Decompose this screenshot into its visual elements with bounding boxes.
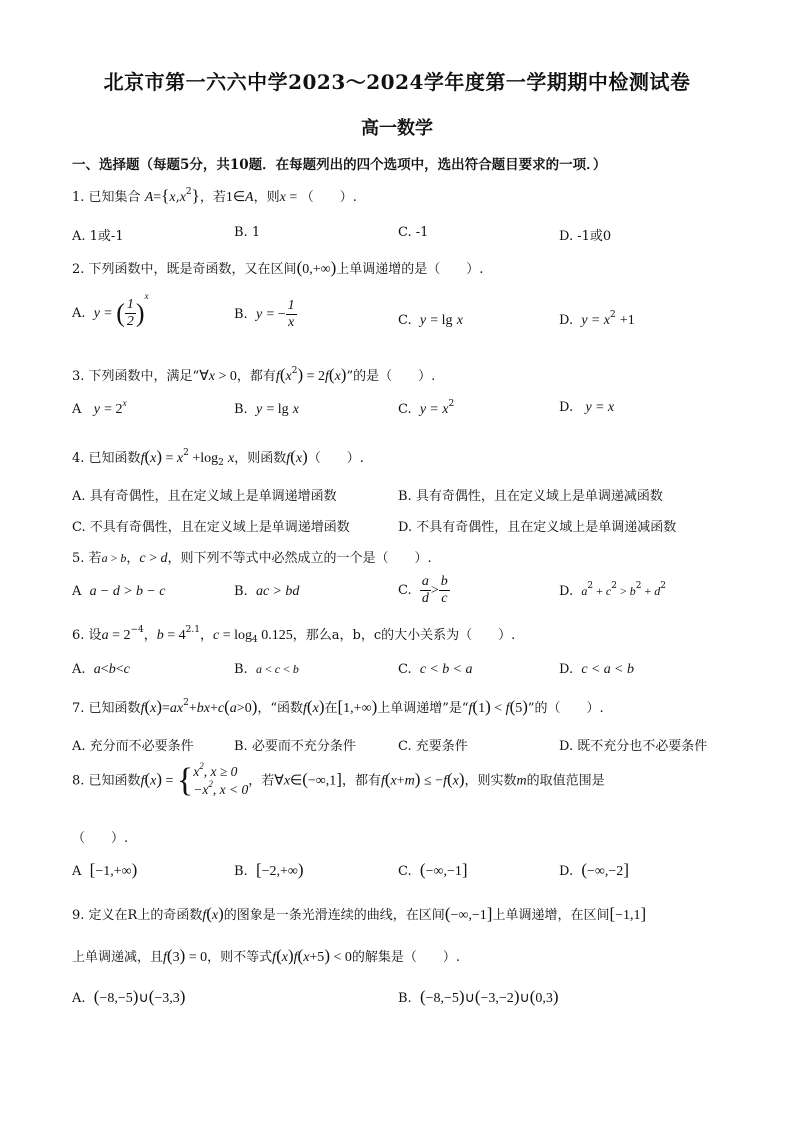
question-6: 6. 设$a = 2^{-4}$，$b = 4^{2.1}$，$c = \log_4 0.125$，那么a，b，c的大小关系为（ ）.: [72, 625, 516, 645]
question-number: 3.: [72, 369, 85, 384]
math: A: [144, 190, 154, 205]
question-1: 1. 已知集合 $A=\{x,x^2\}$，若1∈A，则x = （ ）.: [72, 186, 357, 205]
question-text: ，则实数: [464, 773, 517, 789]
question-text: 上单调递增的是（ ）.: [336, 262, 484, 277]
option-d[interactable]: D. $y = x^2 +1$: [559, 310, 635, 328]
question-9: 9. 定义在R上的奇函数f(x)的图象是一条光滑连续的曲线，在区间(−∞,−1]上单调递增，在区间[−1,1]: [72, 904, 647, 923]
option-c[interactable]: C. -1: [398, 225, 429, 240]
question-text: 已知函数: [88, 451, 141, 466]
question-number: 2.: [72, 262, 85, 277]
option-a[interactable]: A. 具有奇偶性，且在定义域上是单调递增函数: [72, 489, 337, 504]
question-number: 6.: [72, 628, 85, 643]
option-a[interactable]: A. (−8,−5)∪(−3,3): [72, 987, 186, 1006]
question-8: 8. 已知函数f(x) = { $x^2$, x ≥ 0 $-x^2$, x < 0 ，若∀x∈(−∞,1]，都有f(x+m) ≤ −f(x)，则实数m的取值范围是: [72, 761, 605, 799]
option-d[interactable]: D. c < a < b: [559, 662, 634, 677]
question-text: ，: [143, 628, 157, 643]
question-text: 定义在R上的奇函数: [88, 908, 203, 923]
question-text: ，则函数: [234, 451, 287, 466]
question-text: 设: [88, 628, 102, 643]
question-4: 4. 已知函数$f(x) = x^2 +\log_2$ x，则函数f(x)（ ）.: [72, 447, 364, 468]
option-b[interactable]: B. (−8,−5)∪(−3,−2)∪(0,3): [398, 987, 559, 1006]
option-c[interactable]: C. 不具有奇偶性，且在定义域上是单调递增函数: [72, 520, 350, 535]
question-text: ，则: [253, 190, 280, 205]
option-b[interactable]: B. [−2,+∞): [234, 860, 304, 879]
page-title: 北京市第一六六中学2023～2024学年度第一学期期中检测试卷: [103, 70, 691, 94]
option-b[interactable]: B. y = − $\frac{1}{x}$: [234, 298, 295, 330]
question-text: ，都有: [341, 773, 381, 789]
question-number: 4.: [72, 451, 85, 466]
question-number: 9.: [72, 908, 85, 923]
option-a[interactable]: A. 1或-1: [72, 229, 124, 244]
option-b[interactable]: B. y = lg x: [234, 402, 299, 417]
question-text: ，若: [248, 773, 275, 789]
question-text: ”的（ ）.: [527, 701, 604, 716]
question-number: 7.: [72, 701, 85, 716]
question-7: 7. 已知函数$f(x)=ax^2+bx+c(a>0)$，“函数f(x)在[1,+∞)上单调递增”是“f(1) < f(5)”的（ ）.: [72, 697, 604, 716]
option-a[interactable]: A $y = 2^x$: [72, 398, 127, 417]
option-c[interactable]: C. (−∞,−1]: [398, 860, 468, 879]
option-a[interactable]: A [−1,+∞): [72, 860, 138, 879]
option-c[interactable]: C. $y = x^2$: [398, 399, 455, 417]
option-b[interactable]: B. 必要而不充分条件: [234, 739, 356, 754]
question-number: 1.: [72, 190, 85, 205]
question-3: 3. 下列函数中，满足“∀x > 0，都有$f(x^2) = 2f(x)$”的是（ ）.: [72, 365, 436, 384]
question-text: ，: [126, 551, 140, 566]
option-c[interactable]: C. y = lg x: [398, 313, 463, 328]
question-text: （ ）.: [307, 451, 364, 466]
option-d[interactable]: D. $a^2 + c^2 > b^2 + d^2$: [559, 581, 666, 599]
option-d[interactable]: D. 不具有奇偶性，且在定义域上是单调递减函数: [398, 520, 677, 535]
question-text: ，都有: [236, 369, 276, 384]
question-5: 5. 若a > b，c > d，则下列不等式中必然成立的一个是（ ）.: [72, 551, 432, 566]
question-9-continuation: 上单调递减，且f(3) = 0，则不等式f(x)f(x+5) < 0的解集是（ ）.: [72, 946, 461, 965]
option-b[interactable]: B. 1: [234, 225, 261, 240]
question-text: 已知函数: [88, 773, 141, 789]
question-number: 8.: [72, 773, 85, 789]
option-d[interactable]: D. -1或0: [559, 229, 612, 244]
question-text: 的取值范围是: [526, 773, 605, 789]
option-d[interactable]: D. (−∞,−2]: [559, 860, 629, 879]
question-text: （ ）.: [300, 190, 357, 205]
option-a[interactable]: A. y = ( $\frac{1}{2}$ )$^x$: [72, 291, 149, 329]
option-b[interactable]: B. a < c < b: [234, 662, 299, 677]
question-text: 下列函数中，满足“: [88, 369, 200, 384]
question-text: 已知集合: [88, 190, 141, 205]
option-a[interactable]: A. a<b<c: [72, 662, 130, 677]
question-text: 已知函数: [88, 701, 141, 716]
question-text: 上单调递增，在区间: [492, 908, 610, 923]
question-text: 若: [88, 551, 102, 566]
question-number: 5.: [72, 551, 85, 566]
option-c[interactable]: C. c < b < a: [398, 662, 473, 677]
option-d[interactable]: D. y = x: [559, 400, 615, 415]
option-a[interactable]: A. 充分而不必要条件: [72, 739, 194, 754]
question-2: 2. 下列函数中，既是奇函数，又在区间(0,+∞)上单调递增的是（ ）.: [72, 258, 484, 277]
question-text: 下列函数中，既是奇函数，又在区间: [88, 262, 297, 277]
question-text: 的解集是（ ）.: [351, 950, 461, 965]
question-text: ，: [200, 628, 214, 643]
question-text: 的图象是一条光滑连续的曲线，在区间: [223, 908, 445, 923]
question-text: ，若: [199, 190, 226, 205]
option-c[interactable]: C. $\frac{a}{d}$ > $\frac{b}{c}$: [398, 574, 448, 606]
option-b[interactable]: B. 具有奇偶性，且在定义域上是单调递减函数: [398, 489, 663, 504]
section-heading: 一、选择题（每题5分，共10题．在每题列出的四个选项中，选出符合题目要求的一项．）: [72, 157, 607, 173]
option-c[interactable]: C. 充要条件: [398, 739, 468, 754]
option-d[interactable]: D. 既不充分也不必要条件: [559, 739, 708, 754]
question-text: 在: [324, 701, 338, 716]
option-a[interactable]: A a − d > b − c: [72, 584, 166, 599]
option-b[interactable]: B. ac > bd: [234, 584, 300, 599]
question-text: 上单调递减，且: [72, 950, 164, 965]
question-8-continuation: （ ）.: [72, 831, 129, 846]
question-text: 上单调递增”是“: [377, 701, 469, 716]
page-subtitle: 高一数学: [361, 118, 433, 139]
question-text: ，那么a，b，c的大小关系为（ ）.: [292, 628, 516, 643]
question-text: ，“函数: [257, 701, 304, 716]
question-text: ，则不等式: [207, 950, 273, 965]
question-text: ”的是（ ）.: [346, 369, 436, 384]
question-text: ，则下列不等式中必然成立的一个是（ ）.: [167, 551, 432, 566]
